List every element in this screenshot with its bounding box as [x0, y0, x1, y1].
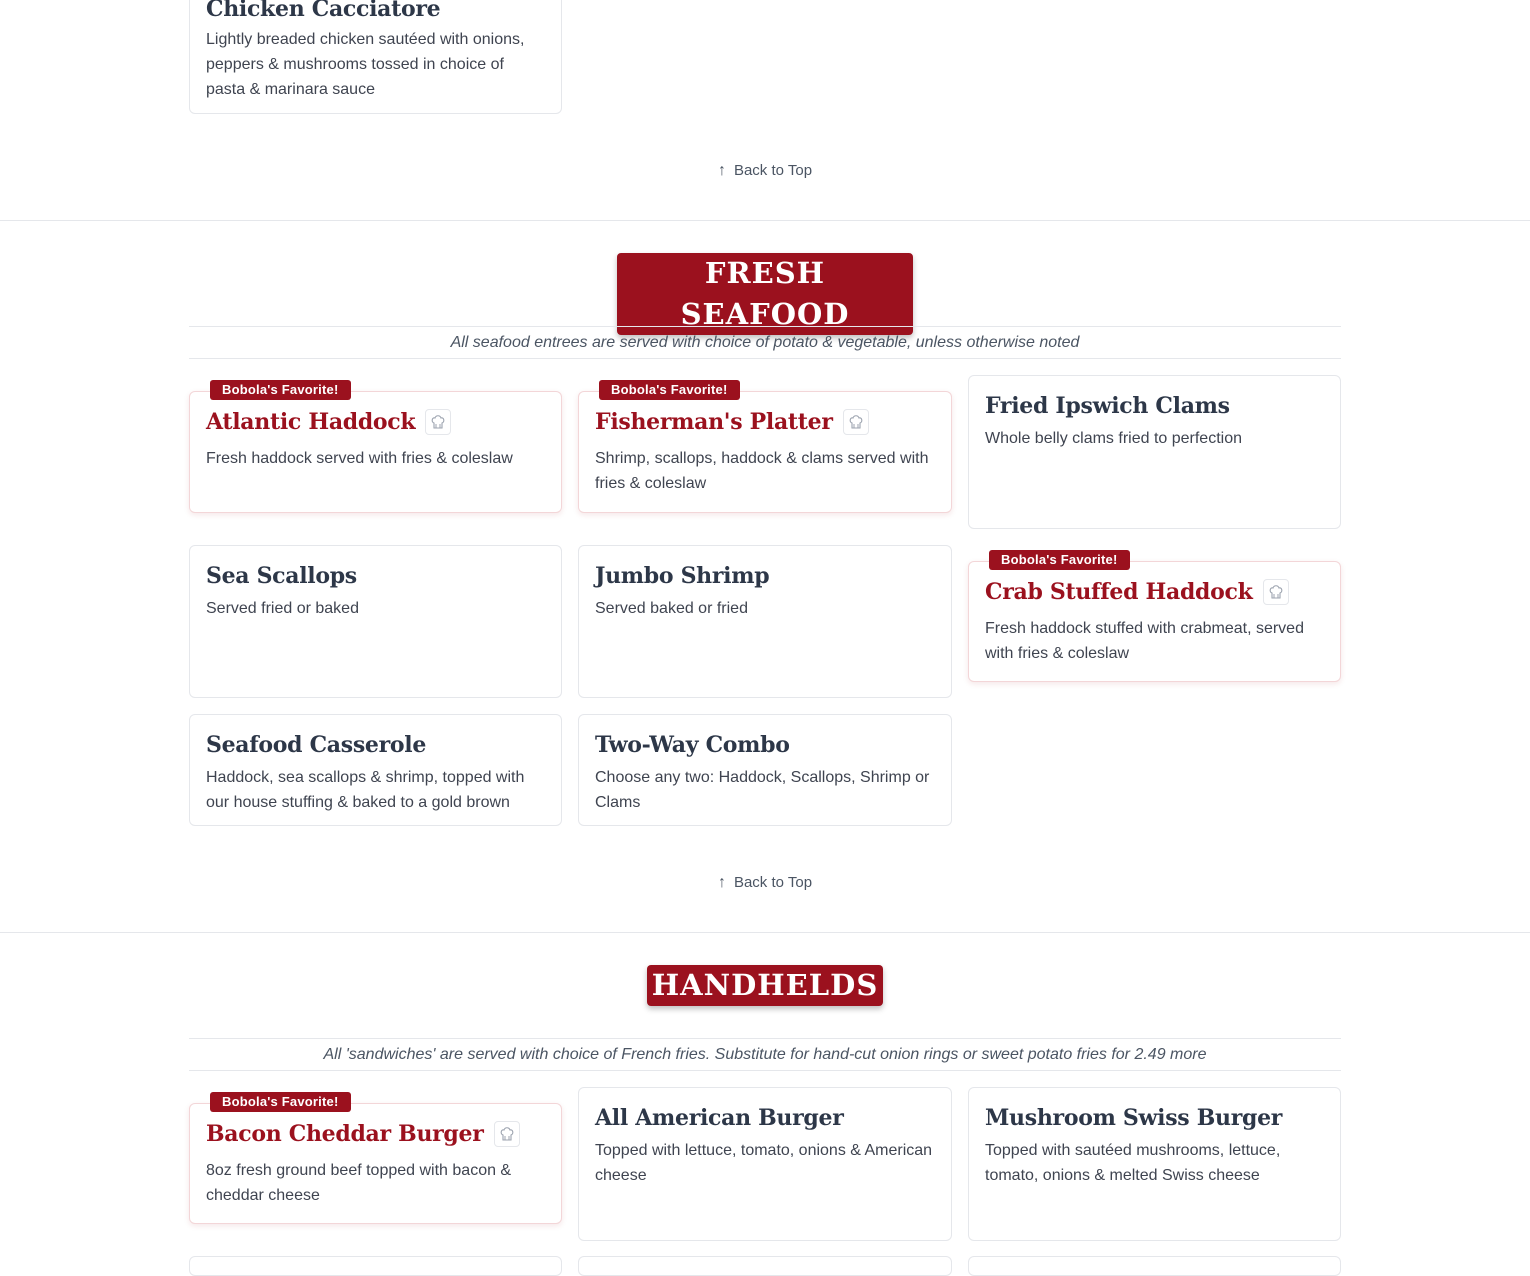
menu-item-card: [189, 545, 562, 698]
menu-item-name: Two-Way Combo: [595, 732, 790, 758]
menu-item-name: Bacon Cheddar Burger: [206, 1121, 484, 1147]
menu-item-description: Fresh haddock stuffed with crabmeat, served with fries & coleslaw: [985, 620, 1304, 662]
menu-item-card-favorite: [968, 552, 1341, 682]
menu-item-card: [968, 375, 1341, 529]
menu-item-card-favorite: [189, 1094, 562, 1224]
menu-item-description: Fresh haddock served with fries & coleslaw: [206, 450, 513, 467]
menu-item-description: Whole belly clams fried to perfection: [985, 430, 1242, 447]
menu-item-name: Atlantic Haddock: [206, 409, 416, 435]
menu-item-name: Chicken Cacciatore: [206, 0, 441, 22]
menu-item-name: All American Burger: [595, 1105, 844, 1131]
menu-item-card: [968, 1087, 1341, 1241]
menu-item-description: Served baked or fried: [595, 600, 748, 617]
chef-hat-icon: [1263, 579, 1289, 605]
menu-item-card: [189, 1256, 562, 1276]
section-note: All 'sandwiches' are served with choice of French fries. Substitute for hand-cut onion rings or sweet potato fries for 2.49 more: [189, 1038, 1341, 1071]
menu-item-name: Seafood Casserole: [206, 732, 427, 758]
menu-item-card: [578, 714, 952, 826]
chef-hat-icon: [843, 409, 869, 435]
section-title-seafood: FRESH SEAFOOD: [617, 253, 913, 335]
arrow-up-icon: ↑: [717, 162, 726, 179]
menu-item-card: [189, 0, 562, 114]
menu-item-name: Jumbo Shrimp: [595, 563, 770, 589]
menu-item-description: 8oz fresh ground beef topped with bacon & cheddar cheese: [206, 1162, 512, 1204]
menu-item-card: [189, 714, 562, 826]
section-divider: [0, 220, 1530, 221]
section-title-handhelds: HANDHELDS: [647, 965, 883, 1006]
menu-item-description: Topped with sautéed mushrooms, lettuce, tomato, onions & melted Swiss cheese: [985, 1142, 1281, 1184]
menu-item-card: [968, 1256, 1341, 1276]
menu-item-card: [578, 545, 952, 698]
chef-hat-icon: [494, 1121, 520, 1147]
favorite-badge: Bobola's Favorite!: [210, 1092, 351, 1112]
chef-hat-icon: [425, 409, 451, 435]
section-note: All seafood entrees are served with choice of potato & vegetable, unless otherwise noted: [189, 326, 1341, 359]
menu-item-card: [578, 1087, 952, 1241]
menu-item-name: Sea Scallops: [206, 563, 357, 589]
back-to-top-label: Back to Top: [733, 162, 813, 179]
back-to-top-link[interactable]: [0, 874, 1530, 892]
menu-item-card: [578, 1256, 952, 1276]
menu-item-description: Topped with lettuce, tomato, onions & American cheese: [595, 1142, 933, 1184]
menu-item-description: Choose any two: Haddock, Scallops, Shrimp or Clams: [595, 769, 930, 811]
menu-item-name: Fried Ipswich Clams: [985, 393, 1230, 419]
menu-item-card-favorite: [578, 382, 952, 513]
favorite-badge: Bobola's Favorite!: [210, 380, 351, 400]
menu-item-description: Served fried or baked: [206, 600, 359, 617]
favorite-badge: Bobola's Favorite!: [989, 550, 1130, 570]
back-to-top-label: Back to Top: [733, 874, 813, 891]
favorite-badge: Bobola's Favorite!: [599, 380, 740, 400]
menu-item-card-favorite: [189, 382, 562, 513]
menu-item-description: Haddock, sea scallops & shrimp, topped with our house stuffing & baked to a gold brown: [206, 769, 525, 811]
section-divider: [0, 932, 1530, 933]
back-to-top-link[interactable]: [0, 162, 1530, 180]
menu-item-name: Fisherman's Platter: [595, 409, 833, 435]
menu-item-description: Lightly breaded chicken sautéed with onions, peppers & mushrooms tossed in choice of pasta & marinara sauce: [206, 31, 525, 98]
arrow-up-icon: ↑: [717, 874, 726, 891]
menu-item-name: Mushroom Swiss Burger: [985, 1105, 1283, 1131]
menu-item-description: Shrimp, scallops, haddock & clams served with fries & coleslaw: [595, 450, 929, 492]
menu-item-name: Crab Stuffed Haddock: [985, 579, 1253, 605]
